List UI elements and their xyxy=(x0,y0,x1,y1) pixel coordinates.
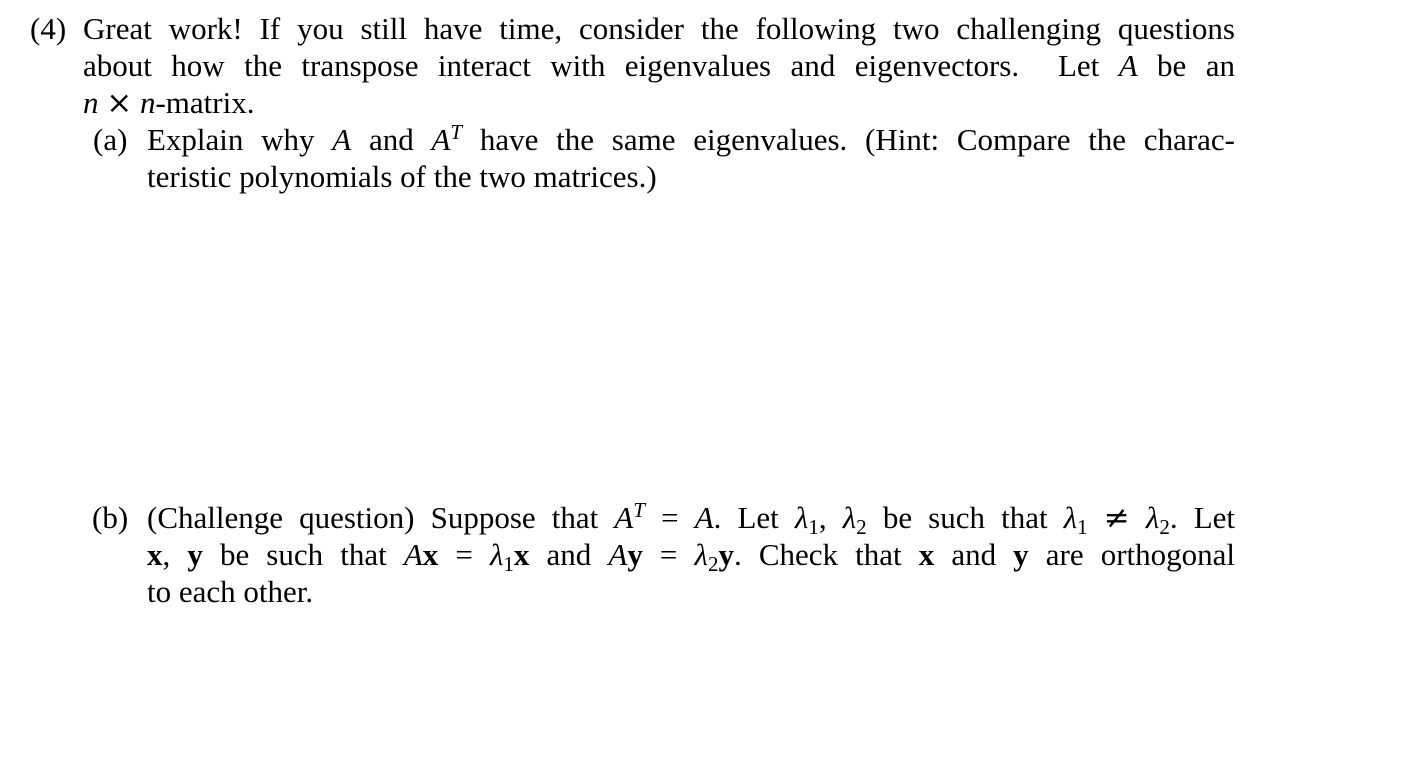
problem-line-2: about how the transpose interact with eigenvalues and eigenvectors. Let A be an xyxy=(83,48,1235,83)
part-b-line-2: x, y be such that $Ax = \lambda_1x$ and $Ay = \lambda_2y$. Check that x and y are orthogonal xyxy=(147,537,1235,573)
part-a-label: (a) xyxy=(93,122,128,157)
part-a-line-1: Explain why A and $A^T$ have the same eigenvalues. (Hint: Compare the charac- xyxy=(147,122,1235,157)
problem-line-1: Great work! If you still have time, consider the following two challenging questions xyxy=(83,11,1235,46)
part-b-line-3: to each other. xyxy=(147,574,314,609)
part-b-line-1: (Challenge question) Suppose that $A^T = A$. Let $\lambda_1$, $\lambda_2$ be such that $\lambda_1 \ne \lambda_2$. Let xyxy=(147,500,1235,536)
problem-number: (4) xyxy=(30,11,67,46)
problem-line-3: n × n-matrix. xyxy=(83,85,255,121)
part-a-line-2: teristic polynomials of the two matrices.) xyxy=(147,159,657,194)
part-b-label: (b) xyxy=(92,500,129,535)
